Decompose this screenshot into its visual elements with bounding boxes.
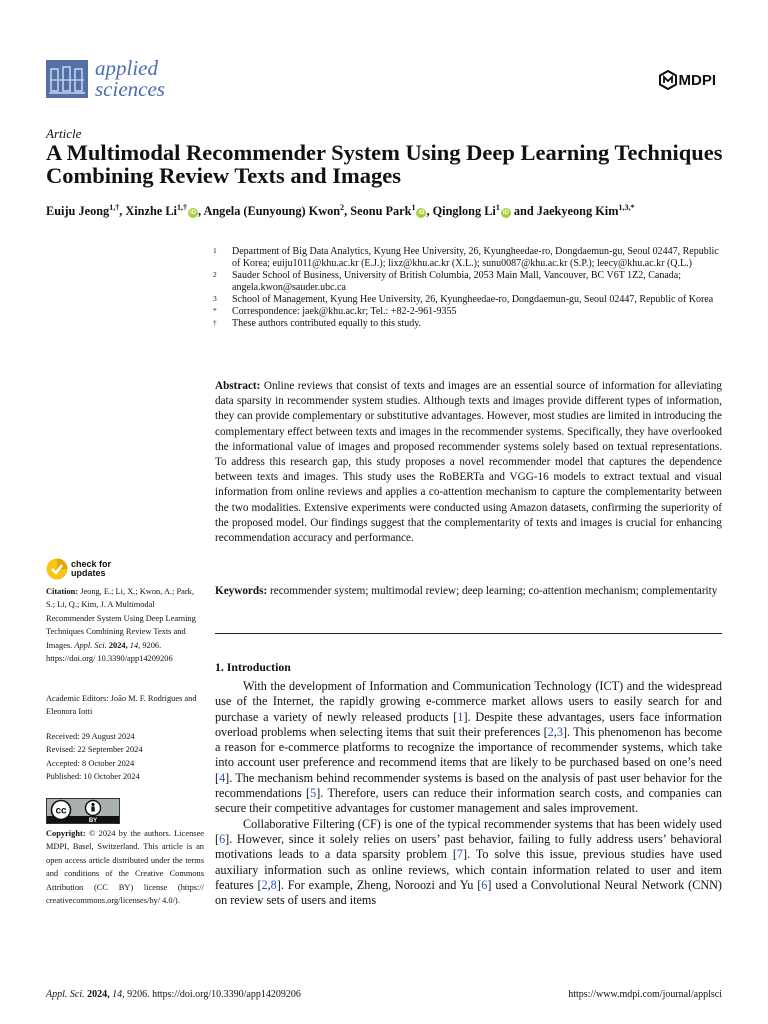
citation-ref-link[interactable]: 5 xyxy=(310,786,317,801)
paragraph-text: Collaborative Filtering (CF) is one of the typical recommender systems that has been widely used [ xyxy=(215,816,722,846)
academic-editors: Academic Editors: João M. F. Rodrigues and Eleonora Iotti xyxy=(46,694,197,717)
affiliation-item xyxy=(213,318,728,330)
publisher-name: MDPI xyxy=(678,71,716,89)
publisher-logo[interactable] xyxy=(659,70,717,90)
section-heading: 1. Introduction xyxy=(215,660,291,674)
author[interactable] xyxy=(350,204,426,218)
author[interactable] xyxy=(46,204,119,218)
orcid-icon[interactable]: iD xyxy=(189,210,196,217)
date-published: Published: 10 October 2024 xyxy=(46,772,140,782)
citation-volume: 14, xyxy=(129,640,141,650)
affiliation-item xyxy=(213,294,728,306)
license-cc-text: cc xyxy=(55,805,67,817)
publication-dates xyxy=(46,730,204,784)
affiliation-mark: † xyxy=(213,318,217,327)
footer-year: 2024, xyxy=(87,989,110,1000)
paragraph-text: , xyxy=(553,724,557,739)
author-list: Euiju Jeong$^{1,\dagger}$, Xinzhe $Li^{1,\dagger}iD$ , Angela (Eunyoung) Kwon$^2$, Seonu Park$^1$iD , Qinglong Li$^1$iD and Jaekyeong Kim$^{1,3,*}$ xyxy=(46,203,635,219)
footer-volume: 14, xyxy=(112,989,125,1000)
paragraph-text: ]. Despite these advantages, users face information overload problems when selecting items that suit their preferences [ xyxy=(215,709,722,739)
citation-ref-link[interactable]: 6 xyxy=(481,877,488,892)
affiliation-mark: * xyxy=(213,306,217,315)
citation-journal: Appl. Sci. xyxy=(74,640,107,650)
copyright-label: Copyright: xyxy=(46,829,86,838)
citation-ref-link[interactable]: 4 xyxy=(219,770,226,785)
author-name: Seonu Park xyxy=(350,204,412,219)
author[interactable] xyxy=(433,204,511,218)
footer-journal-url[interactable]: https://www.mdpi.com/journal/applsci xyxy=(568,989,722,1000)
license-by-text: BY xyxy=(88,818,98,823)
journal-emblem-icon xyxy=(46,60,88,98)
citation-ref-link[interactable]: 8 xyxy=(270,877,277,892)
citation-label: Citation: xyxy=(46,587,79,596)
check-updates-line2: updates xyxy=(71,568,106,578)
check-updates-label xyxy=(71,560,111,578)
citation-text: Jeong, E.; Li, X.; Kwon, A.; Park, S.; Li, Q.; Kim, J. A Multimodal Recommender System Using Deep Learning Techniques Combining Review Texts and Images. xyxy=(46,587,196,650)
citation xyxy=(46,585,204,665)
abstract-text: Online reviews that consist of texts and images are an essential source of information for alleviating data sparsity in recommender system studies. Although texts and images provide different types of information, they can provide complementary or substitutive advantages. However, most studies are limited in introducing the complementary effect between texts and images in the recommender systems. Specifically, they have overlooked the informational value of images and proposed recommender systems solely based on textual representations. To address this research gap, this study proposes a novel recommender model that captures the dependence between texts and images. This study uses the RoBERTa and VGG-16 models to extract textual and visual information from online reviews and applies a co-attention mechanism to capture the complementarity between the two modalities. Extensive experiments were conducted using Amazon datasets, confirming the superiority of the proposed model. Our findings suggest that the complementarity of texts and images is crucial for enhancing recommendation accuracy and performance. xyxy=(215,380,722,545)
citation-doi[interactable]: 9206. https://doi.org/ 10.3390/app14209206 xyxy=(46,640,173,664)
affiliation-item xyxy=(213,246,728,270)
affiliation-item xyxy=(213,270,728,294)
author-name: Angela (Eunyoung) Kwon xyxy=(203,204,341,219)
keywords xyxy=(215,584,722,599)
article-title: A Multimodal Recommender System Using Deep Learning Techniques Combining Review Texts and Images xyxy=(46,140,723,188)
affiliation-item xyxy=(213,306,728,318)
paragraph-text: ]. However, since it solely relies on users’ past behavior, failing to fully address users’ behavioral motivations leads to a data sparsity problem [ xyxy=(215,831,722,862)
citation-ref-link[interactable]: 1 xyxy=(457,709,464,724)
affiliation-mark: 1 xyxy=(213,246,217,255)
citation-ref-link[interactable]: 2 xyxy=(547,724,554,739)
check-for-updates-button[interactable] xyxy=(46,558,111,580)
author[interactable] xyxy=(203,204,344,218)
author-name: Euiju Jeong xyxy=(46,204,110,219)
citation-year: 2024, xyxy=(108,640,128,650)
check-updates-icon xyxy=(46,558,68,580)
affiliation-text: School of Management, Kyung Hee University, 26, Kyungheedae-ro, Dongdaemun-gu, Seoul 02447, Republic of Korea xyxy=(232,294,714,305)
author-name: Jaekyeong Kim xyxy=(536,204,619,219)
paragraph-1 xyxy=(215,679,722,817)
paragraph-text: ]. To solve this issue, previous studies have used auxiliary information such as online reviews, which contain information related to user and item features [ xyxy=(215,847,722,892)
author-name: Xinzhe Li xyxy=(125,204,177,219)
article-type: Article xyxy=(46,126,82,141)
publisher-emblem-icon xyxy=(659,70,677,90)
author-affiliation-marks: 1 xyxy=(411,203,416,212)
citation-ref-link[interactable]: 6 xyxy=(219,831,226,846)
creative-commons-icon xyxy=(47,799,119,823)
date-accepted: Accepted: 8 October 2024 xyxy=(46,758,135,768)
body-text xyxy=(215,679,722,908)
journal-name-line2: sciences xyxy=(95,77,165,101)
keywords-text: recommender system; multimodal review; deep learning; co-attention mechanism; complementarity xyxy=(270,585,718,597)
citation-ref-link[interactable]: 2 xyxy=(261,877,268,892)
paragraph-text: With the development of Information and Communication Technology (ICT) and the widespread use of the Internet, the rapidly growing e-commerce market allows users to easily search for and purchase a variety of newly released products [ xyxy=(215,679,722,724)
orcid-icon[interactable]: iD xyxy=(502,210,509,217)
paragraph-text: ]. This phenomenon has become a reason for e-commerce platforms to recognize the importance of recommender systems, which take into account user preference and recommend items that are likely to be purchased based on one’s need [ xyxy=(215,724,723,785)
author-name: Qinglong Li xyxy=(432,204,496,219)
footer-citation xyxy=(46,989,301,1000)
check-updates-line1: check for xyxy=(71,559,112,569)
abstract-label: Abstract: xyxy=(215,380,261,392)
copyright-notice xyxy=(46,827,204,907)
affiliation-text: Sauder School of Business, University of British Columbia, 2053 Main Mall, Vancouver, BC V6T 1Z2, Canada; angela.kwon@sauder.ubc.ca xyxy=(232,270,682,293)
author-affiliation-marks: 1,† xyxy=(176,203,187,212)
paragraph-2 xyxy=(215,817,722,909)
abstract xyxy=(215,379,722,546)
paragraph-text: ]. The mechanism behind recommender systems is based on the analysis of past user behavior for the recommendations [ xyxy=(215,770,722,801)
author-affiliation-marks: 1,† xyxy=(109,203,120,212)
citation-ref-link[interactable]: 3 xyxy=(556,724,563,739)
affiliation-mark: 3 xyxy=(213,294,217,303)
author[interactable] xyxy=(537,204,635,218)
author-affiliation-marks: 1 xyxy=(495,203,500,212)
affiliation-text: These authors contributed equally to this study. xyxy=(232,318,422,329)
journal-logo[interactable] xyxy=(46,58,165,100)
author-affiliation-marks: 1,3,* xyxy=(618,203,635,212)
copyright-text: © 2024 by the authors. Licensee MDPI, Basel, Switzerland. This article is an open access article distributed under the terms and conditions of the Creative Commons Attribution (CC BY) license (https:// creativecommons.org/licenses/by/ 4.0/). xyxy=(46,829,204,906)
footer-doi[interactable]: 9206. https://doi.org/10.3390/app14209206 xyxy=(127,989,301,1000)
keywords-label: Keywords: xyxy=(215,585,268,597)
affiliations xyxy=(213,246,728,330)
paragraph-text: ] used a Convolutional Neural Network (CNN) on review sets of users and items xyxy=(215,877,722,908)
affiliation-text: Department of Big Data Analytics, Kyung Hee University, 26, Kyungheedae-ro, Dongdaemun-gu, Seoul 02447, Republic of Korea; euiju1011@khu.ac.kr (E.J.); lixz@khu.ac.kr (X.L.); sunu0087@khu.ac.kr (S.P.); leecy@khu.ac.kr (Q.L.) xyxy=(232,246,719,269)
citation-ref-link[interactable]: 7 xyxy=(456,847,464,862)
paragraph-text: , xyxy=(267,877,271,892)
footer-journal: Appl. Sci. xyxy=(46,989,85,1000)
paragraph-text: ]. Therefore, users can reduce their information search costs, and companies can secure their competitive advantages for customer management and sales improvement. xyxy=(215,786,723,816)
cc-by-license-badge[interactable] xyxy=(46,798,120,824)
paragraph-text: ]. For example, Zheng, Noroozi and Yu [ xyxy=(276,877,482,892)
date-revised: Revised: 22 September 2024 xyxy=(46,745,143,755)
journal-name xyxy=(95,58,165,100)
journal-name-line1: applied xyxy=(95,56,158,80)
affiliation-text: Correspondence: jaek@khu.ac.kr; Tel.: +82-2-961-9355 xyxy=(232,306,457,317)
affiliation-mark: 2 xyxy=(213,270,217,279)
author[interactable] xyxy=(125,204,198,218)
orcid-icon[interactable]: iD xyxy=(418,210,425,217)
date-received: Received: 29 August 2024 xyxy=(46,732,135,741)
section-divider xyxy=(215,633,722,634)
author-affiliation-marks: 2 xyxy=(340,203,345,212)
